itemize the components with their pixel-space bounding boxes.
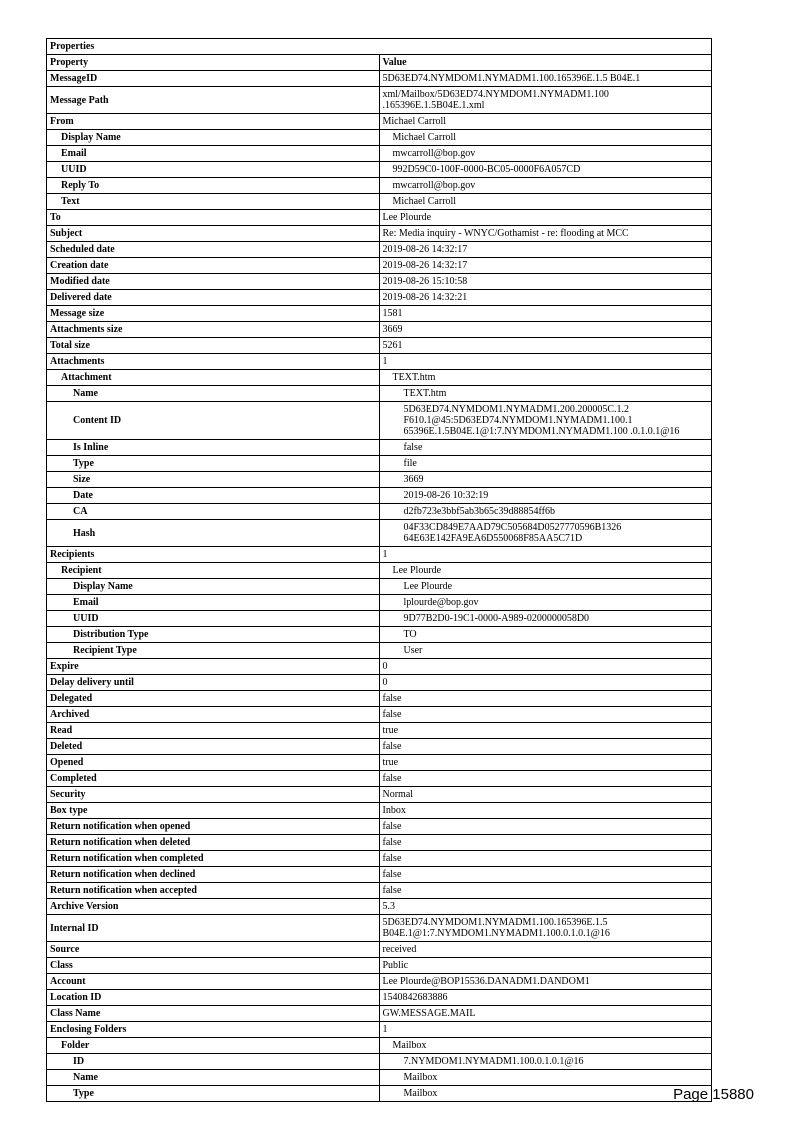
property-name: Read [47, 723, 380, 739]
property-value: 5.3 [379, 899, 712, 915]
property-name: UUID [47, 162, 380, 178]
table-row [47, 146, 712, 162]
property-name: Delegated [47, 691, 380, 707]
property-value: 5D63ED74.NYMDOM1.NYMADM1.200.200005C.1.2 F610.1@45:5D63ED74.NYMDOM1.NYMADM1.100.1 65396E.1.5B04E.1@1:7.NYMDOM1.NYMADM1.100 .0.1.0.1@16 [379, 402, 712, 440]
property-name: Subject [47, 226, 380, 242]
property-name: Text [47, 194, 380, 210]
property-value: false [379, 883, 712, 899]
property-value: Lee Plourde [379, 210, 712, 226]
header-value: Value [379, 55, 712, 71]
property-name: Internal ID [47, 915, 380, 942]
property-value: Michael Carroll [379, 130, 712, 146]
property-value: false [379, 835, 712, 851]
property-name: Date [47, 488, 380, 504]
table-row [47, 899, 712, 915]
property-name: Return notification when opened [47, 819, 380, 835]
property-name: Archived [47, 707, 380, 723]
property-value: xml/Mailbox/5D63ED74.NYMDOM1.NYMADM1.100 .165396E.1.5B04E.1.xml [379, 87, 712, 114]
property-value: false [379, 819, 712, 835]
table-row [47, 114, 712, 130]
property-value: GW.MESSAGE.MAIL [379, 1006, 712, 1022]
property-value: 3669 [379, 322, 712, 338]
table-row [47, 162, 712, 178]
property-name: Type [47, 1086, 380, 1102]
property-name: Return notification when accepted [47, 883, 380, 899]
property-value: 1 [379, 354, 712, 370]
table-row [47, 883, 712, 899]
property-value: 992D59C0-100F-0000-BC05-0000F6A057CD [379, 162, 712, 178]
property-name: Scheduled date [47, 242, 380, 258]
property-name: Display Name [47, 130, 380, 146]
property-value: Mailbox [379, 1086, 712, 1102]
table-row [47, 520, 712, 547]
property-name: Recipients [47, 547, 380, 563]
property-name: Box type [47, 803, 380, 819]
table-row [47, 755, 712, 771]
header-row [47, 55, 712, 71]
table-row [47, 707, 712, 723]
table-row [47, 354, 712, 370]
table-row [47, 547, 712, 563]
table-title: Properties [47, 39, 712, 55]
property-name: Folder [47, 1038, 380, 1054]
property-name: Distribution Type [47, 627, 380, 643]
property-name: Reply To [47, 178, 380, 194]
property-name: Name [47, 1070, 380, 1086]
property-value: Normal [379, 787, 712, 803]
property-value: false [379, 771, 712, 787]
property-name: Email [47, 146, 380, 162]
property-value: 04F33CD849E7AAD79C505684D0527770596B1326 64E63E142FA9EA6D550068F85AA5C71D [379, 520, 712, 547]
table-row [47, 472, 712, 488]
property-name: Return notification when deleted [47, 835, 380, 851]
property-value: Lee Plourde [379, 579, 712, 595]
property-name: Enclosing Folders [47, 1022, 380, 1038]
table-row [47, 659, 712, 675]
property-name: Creation date [47, 258, 380, 274]
table-row [47, 942, 712, 958]
table-row [47, 819, 712, 835]
table-row [47, 130, 712, 146]
property-name: Delay delivery until [47, 675, 380, 691]
property-name: Attachment [47, 370, 380, 386]
table-row [47, 990, 712, 1006]
property-value: 0 [379, 675, 712, 691]
property-value: 2019-08-26 14:32:21 [379, 290, 712, 306]
table-row [47, 87, 712, 114]
property-name: Total size [47, 338, 380, 354]
property-name: Attachments [47, 354, 380, 370]
property-value: 1 [379, 1022, 712, 1038]
table-row [47, 974, 712, 990]
table-row [47, 306, 712, 322]
property-name: Deleted [47, 739, 380, 755]
property-name: Expire [47, 659, 380, 675]
table-row [47, 579, 712, 595]
table-row [47, 1006, 712, 1022]
property-name: Content ID [47, 402, 380, 440]
table-row [47, 803, 712, 819]
property-name: Security [47, 787, 380, 803]
property-value: false [379, 691, 712, 707]
property-value: false [379, 739, 712, 755]
properties-sheet [46, 38, 712, 1102]
property-value: false [379, 851, 712, 867]
table-row [47, 1086, 712, 1102]
property-name: MessageID [47, 71, 380, 87]
property-value: Lee Plourde [379, 563, 712, 579]
property-name: Is Inline [47, 440, 380, 456]
property-value: Mailbox [379, 1038, 712, 1054]
property-value: Mailbox [379, 1070, 712, 1086]
table-row [47, 915, 712, 942]
table-row [47, 504, 712, 520]
property-value: 2019-08-26 14:32:17 [379, 242, 712, 258]
table-row [47, 691, 712, 707]
table-row [47, 242, 712, 258]
property-name: Account [47, 974, 380, 990]
table-row [47, 194, 712, 210]
table-row [47, 723, 712, 739]
property-name: From [47, 114, 380, 130]
property-value: 2019-08-26 14:32:17 [379, 258, 712, 274]
table-row [47, 611, 712, 627]
page-number: Page 15880 [673, 1086, 754, 1103]
table-row [47, 178, 712, 194]
property-value: 2019-08-26 15:10:58 [379, 274, 712, 290]
property-name: Email [47, 595, 380, 611]
table-row [47, 290, 712, 306]
table-row [47, 643, 712, 659]
property-value: 5D63ED74.NYMDOM1.NYMADM1.100.165396E.1.5 B04E.1 [379, 71, 712, 87]
property-value: false [379, 707, 712, 723]
table-row [47, 835, 712, 851]
property-name: Return notification when declined [47, 867, 380, 883]
property-name: Class [47, 958, 380, 974]
property-name: Recipient Type [47, 643, 380, 659]
property-name: Modified date [47, 274, 380, 290]
property-value: TEXT.htm [379, 370, 712, 386]
table-row [47, 488, 712, 504]
property-value: TEXT.htm [379, 386, 712, 402]
table-row [47, 787, 712, 803]
property-name: Source [47, 942, 380, 958]
table-row [47, 675, 712, 691]
property-value: Public [379, 958, 712, 974]
property-name: CA [47, 504, 380, 520]
table-row [47, 226, 712, 242]
table-row [47, 456, 712, 472]
table-row [47, 595, 712, 611]
property-value: 1581 [379, 306, 712, 322]
property-value: Michael Carroll [379, 114, 712, 130]
property-value: 9D77B2D0-19C1-0000-A989-0200000058D0 [379, 611, 712, 627]
table-row [47, 338, 712, 354]
property-value: 3669 [379, 472, 712, 488]
property-name: Type [47, 456, 380, 472]
property-value: TO [379, 627, 712, 643]
property-value: lplourde@bop.gov [379, 595, 712, 611]
property-value: 5261 [379, 338, 712, 354]
property-name: ID [47, 1054, 380, 1070]
table-row [47, 1070, 712, 1086]
property-name: Hash [47, 520, 380, 547]
property-name: Archive Version [47, 899, 380, 915]
property-value: Lee Plourde@BOP15536.DANADM1.DANDOM1 [379, 974, 712, 990]
properties-table [46, 38, 712, 1102]
table-row [47, 1022, 712, 1038]
table-row [47, 258, 712, 274]
property-name: Message Path [47, 87, 380, 114]
table-row [47, 739, 712, 755]
property-name: Message size [47, 306, 380, 322]
property-value: 1 [379, 547, 712, 563]
property-name: Completed [47, 771, 380, 787]
table-row [47, 274, 712, 290]
property-value: true [379, 755, 712, 771]
table-row [47, 958, 712, 974]
property-name: Class Name [47, 1006, 380, 1022]
header-property: Property [47, 55, 380, 71]
table-row [47, 1054, 712, 1070]
table-row [47, 370, 712, 386]
table-row [47, 440, 712, 456]
table-row [47, 563, 712, 579]
property-value: 0 [379, 659, 712, 675]
table-row [47, 322, 712, 338]
property-value: received [379, 942, 712, 958]
table-row [47, 210, 712, 226]
property-value: d2fb723e3bbf5ab3b65c39d88854ff6b [379, 504, 712, 520]
property-value: 7.NYMDOM1.NYMADM1.100.0.1.0.1@16 [379, 1054, 712, 1070]
property-value: false [379, 867, 712, 883]
property-value: mwcarroll@bop.gov [379, 178, 712, 194]
property-value: false [379, 440, 712, 456]
property-name: Location ID [47, 990, 380, 1006]
property-value: mwcarroll@bop.gov [379, 146, 712, 162]
property-name: Delivered date [47, 290, 380, 306]
property-value: 5D63ED74.NYMDOM1.NYMADM1.100.165396E.1.5 B04E.1@1:7.NYMDOM1.NYMADM1.100.0.1.0.1@16 [379, 915, 712, 942]
property-value: file [379, 456, 712, 472]
title-row [47, 39, 712, 55]
table-row [47, 867, 712, 883]
table-row [47, 402, 712, 440]
property-value: User [379, 643, 712, 659]
property-name: Attachments size [47, 322, 380, 338]
property-name: To [47, 210, 380, 226]
property-name: Name [47, 386, 380, 402]
property-value: Michael Carroll [379, 194, 712, 210]
property-value: 2019-08-26 10:32:19 [379, 488, 712, 504]
property-value: 1540842683886 [379, 990, 712, 1006]
table-row [47, 1038, 712, 1054]
property-name: Display Name [47, 579, 380, 595]
table-row [47, 771, 712, 787]
property-value: Re: Media inquiry - WNYC/Gothamist - re: flooding at MCC [379, 226, 712, 242]
table-row [47, 851, 712, 867]
property-name: UUID [47, 611, 380, 627]
table-row [47, 71, 712, 87]
property-value: true [379, 723, 712, 739]
property-name: Size [47, 472, 380, 488]
table-row [47, 386, 712, 402]
property-name: Recipient [47, 563, 380, 579]
property-name: Opened [47, 755, 380, 771]
property-name: Return notification when completed [47, 851, 380, 867]
property-value: Inbox [379, 803, 712, 819]
table-row [47, 627, 712, 643]
